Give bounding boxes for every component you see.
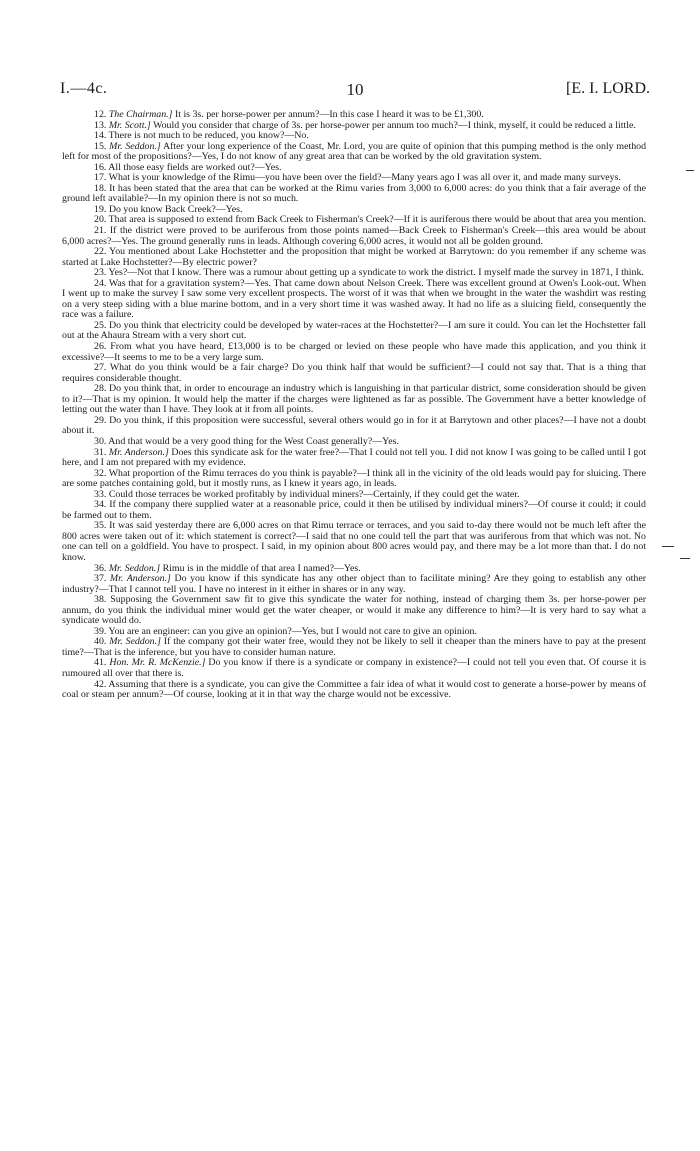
question-answer-text: Assuming that there is a syndicate, you can give the Committee a fair idea of what it would cost to generate a horse-power by means of coal or steam per annum?—Of course, looking at it in that way the charge would not be excessive. <box>62 678 646 701</box>
margin-mark <box>680 558 690 559</box>
question-number: 20. <box>94 214 107 226</box>
question-number: 42. <box>94 678 107 690</box>
speaker-name: Mr. Seddon.] <box>109 636 161 648</box>
speaker-name: Mr. Anderson.] <box>109 573 171 585</box>
question-number: 22. <box>94 246 107 258</box>
question-number: 41. <box>94 657 107 669</box>
question-paragraph <box>62 574 646 595</box>
speaker-name: Mr. Seddon.] <box>109 140 161 152</box>
question-answer-text: Do you think, if this proposition were successful, several others would go in for it at Barrytown and other places?—I have not a doubt about it. <box>62 414 647 437</box>
question-answer-text: If the district were proved to be auriferous from those points named—Back Creek to Fisherman's Creek—this area would be about 6,000 acres?—Yes. The ground generally runs in leads. Although covering 6,000 acres, it would not all be golden ground. <box>62 225 646 247</box>
question-answer-text: And that would be a very good thing for the West Coast generally?—Yes. <box>108 435 399 447</box>
question-answer-text: Do you know if there is a syndicate or company in existence?—I could not tell you even that. Of course it is rumoured all over that there is. <box>62 657 647 679</box>
question-number: 17. <box>94 172 107 184</box>
question-answer-text: Could those terraces be worked profitably by individual miners?—Certainly, if they could get the water. <box>108 488 520 500</box>
question-number: 36. <box>94 562 107 574</box>
question-answer-text: You mentioned about Lake Hochstetter and the proposition that might be worked at Barrytown: do you remember if any scheme was started at Lake Hochstetter?—By electric power? <box>62 246 646 268</box>
question-number: 19. <box>94 203 107 215</box>
page-number: 10 <box>346 80 364 99</box>
question-answer-text: It was said yesterday there are 6,000 acres on that Rimu terrace or terraces, and you said to-day there would not be much left after the 800 acres were taken out of it: which statement is correct?—I said that no one could tell the part that was auriferous from that which was not. No one can tell on a goldfield. You have to prospect. I said, in my opinion about 800 acres would pay, and there may be a lot more than that. I do not know. <box>62 520 646 563</box>
question-paragraph <box>62 142 646 163</box>
question-answer-text: Would you consider that charge of 3s. per horse-power per annum too much?—I think, myself, it could be reduced a little. <box>153 119 636 131</box>
speaker-name: Mr. Anderson.] <box>108 446 169 458</box>
question-number: 18. <box>94 182 107 194</box>
question-number: 32. <box>94 467 107 479</box>
question-paragraph <box>62 321 646 342</box>
question-paragraph <box>62 342 646 363</box>
question-answer-text: From what you have heard, £13,000 is to be charged or levied on these people who have made this application, and you think it excessive?—It seems to me to be a very large sum. <box>62 341 647 363</box>
question-answer-text: That area is supposed to extend from Back Creek to Fisherman's Creek?—If it is auriferous there would be about that area you mention. <box>108 214 646 226</box>
question-paragraph <box>62 247 646 268</box>
question-number: 31. <box>94 446 107 458</box>
question-number: 15. <box>94 140 107 152</box>
question-number: 23. <box>94 267 107 279</box>
question-paragraph <box>62 416 646 437</box>
question-number: 29. <box>94 414 107 426</box>
question-answer-text: Was that for a gravitation system?—Yes. That came down about Nelson Creek. There was excellent ground at Owen's Look-out. When I went up to make the survey I saw some very excellent prospects. The worst of it was that when we brought in the water the washdirt was resting on a very steep siding with a blue marine bottom, and in a very short time it was washed away. It had no life as a sluicing field, consequently the race was a failure. <box>62 277 647 321</box>
question-number: 30. <box>94 435 107 447</box>
question-number: 38. <box>94 594 107 606</box>
question-answer-text: There is not much to be reduced, you know?—No. <box>108 130 309 142</box>
speaker-name: Hon. Mr. R. McKenzie.] <box>109 657 206 669</box>
question-answer-text: What proportion of the Rimu terraces do you think is payable?—I think all in the vicinity of the old leads would pay for sluicing. There are some patches containing gold, but it mostly runs, as I knew it years ago, in leads. <box>62 467 646 490</box>
question-answer-text: What is your knowledge of the Rimu—you have been over the field?—Many years ago I was all over it, and made many surveys. <box>108 172 621 184</box>
question-answer-text: It has been stated that the area that can be worked at the Rimu varies from 3,000 to 6,000 acres: do you think that a fair average of the ground left available?—In my opinion there is not so much. <box>62 182 646 205</box>
question-number: 14. <box>94 130 107 142</box>
question-number: 21. <box>94 225 107 237</box>
question-answer-text: Does this syndicate ask for the water free?—That I could not tell you. I did not know I was going to be called until I got here, and I am not prepared with my evidence. <box>62 446 647 469</box>
question-answer-text: Do you think that, in order to encourage an industry which is languishing in that particular district, some consideration should be given to it?—That is my opinion. It would help the matter if the charges were lightened as far as possible. The Government have a better knowledge of letting out the water than I have. They look at it from all points. <box>62 383 646 416</box>
question-answer-text: Do you think that electricity could be developed by water-races at the Hochstetter?—I am sure it could. You can let the Hochstetter fall out at the Ahaura Stream with a very short cut. <box>62 319 647 342</box>
question-number: 13. <box>94 119 107 131</box>
question-number: 33. <box>94 488 107 500</box>
speaker-name: The Chairman.] <box>108 109 173 120</box>
question-number: 35. <box>94 520 107 532</box>
question-answer-text: After your long experience of the Coast, Mr. Lord, you are quite of opinion that this pumping method is the only method left for most of the propositions?—Yes, I do not know of any great area that can be worked by the old gravitation system. <box>62 140 647 163</box>
question-number: 28. <box>94 383 107 395</box>
question-answer-text: If the company there supplied water at a reasonable price, could it then be utilised by individual miners?—Of course it could; it could be farmed out to them. <box>62 499 646 521</box>
question-answer-text: If the company got their water free, would they not be likely to sell it cheaper than the miners have to pay at the present time?—That is the inference, but you have to consider human nature. <box>62 636 646 658</box>
question-answer-text: Rimu is in the middle of that area I named?—Yes. <box>162 562 361 574</box>
margin-mark <box>662 546 674 547</box>
question-answer-text: Yes?—Not that I know. There was a rumour about getting up a syndicate to work the district. I myself made the survey in 1871, I think. <box>108 267 644 279</box>
question-answer-text: You are an engineer: can you give an opinion?—Yes, but I would not care to give an opinion. <box>108 625 477 637</box>
question-number: 12. <box>94 109 107 120</box>
question-paragraph <box>62 521 646 563</box>
question-paragraph <box>62 279 646 321</box>
witness-name: [E. I. LORD. <box>566 80 650 97</box>
question-paragraph <box>62 595 646 627</box>
question-number: 26. <box>94 341 107 353</box>
question-answer-text: Do you know Back Creek?—Yes. <box>108 203 243 215</box>
question-number: 37. <box>94 573 107 585</box>
question-answer-text: What do you think would be a fair charge? Do you think half that would be sufficient?—I could not say that. That is a thing that requires considerable thought. <box>62 362 647 384</box>
question-paragraph <box>62 448 646 469</box>
question-answer-text: Supposing the Government saw fit to give this syndicate the water for nothing, instead of charging them 3s. per horse-power per annum, do you think the individual miner would get the water cheaper, or would it make any difference to him?—It is very hard to say what a syndicate would do. <box>62 594 647 627</box>
question-number: 25. <box>94 319 107 331</box>
question-paragraph <box>62 226 646 247</box>
question-answer-text: Do you know if this syndicate has any other object than to facilitate mining? Are they going to establish any other industry?—That I cannot tell you. I have no interest in it either in shares or in any way. <box>62 573 646 595</box>
question-paragraph <box>62 469 646 490</box>
question-answer-text: All those easy fields are worked out?—Yes. <box>108 161 282 173</box>
question-number: 16. <box>94 161 107 173</box>
question-number: 40. <box>94 636 107 648</box>
question-answer-text: It is 3s. per horse-power per annum?—In this case I heard it was to be £1,300. <box>174 109 484 120</box>
question-number: 24. <box>94 277 107 289</box>
speaker-name: Mr. Scott.] <box>108 119 151 131</box>
question-paragraph <box>62 384 646 416</box>
margin-mark <box>686 170 694 171</box>
question-paragraph <box>62 500 646 521</box>
evidence-text <box>62 110 646 701</box>
question-paragraph <box>62 658 646 679</box>
question-paragraph <box>62 363 646 384</box>
page-header <box>60 80 650 100</box>
question-number: 34. <box>94 499 107 511</box>
question-paragraph <box>62 680 646 701</box>
question-paragraph <box>62 637 646 658</box>
paper-reference: I.—4c. <box>60 80 108 97</box>
question-number: 27. <box>94 362 107 374</box>
speaker-name: Mr. Seddon.] <box>108 562 161 574</box>
question-number: 39. <box>94 625 107 637</box>
question-paragraph <box>62 184 646 205</box>
